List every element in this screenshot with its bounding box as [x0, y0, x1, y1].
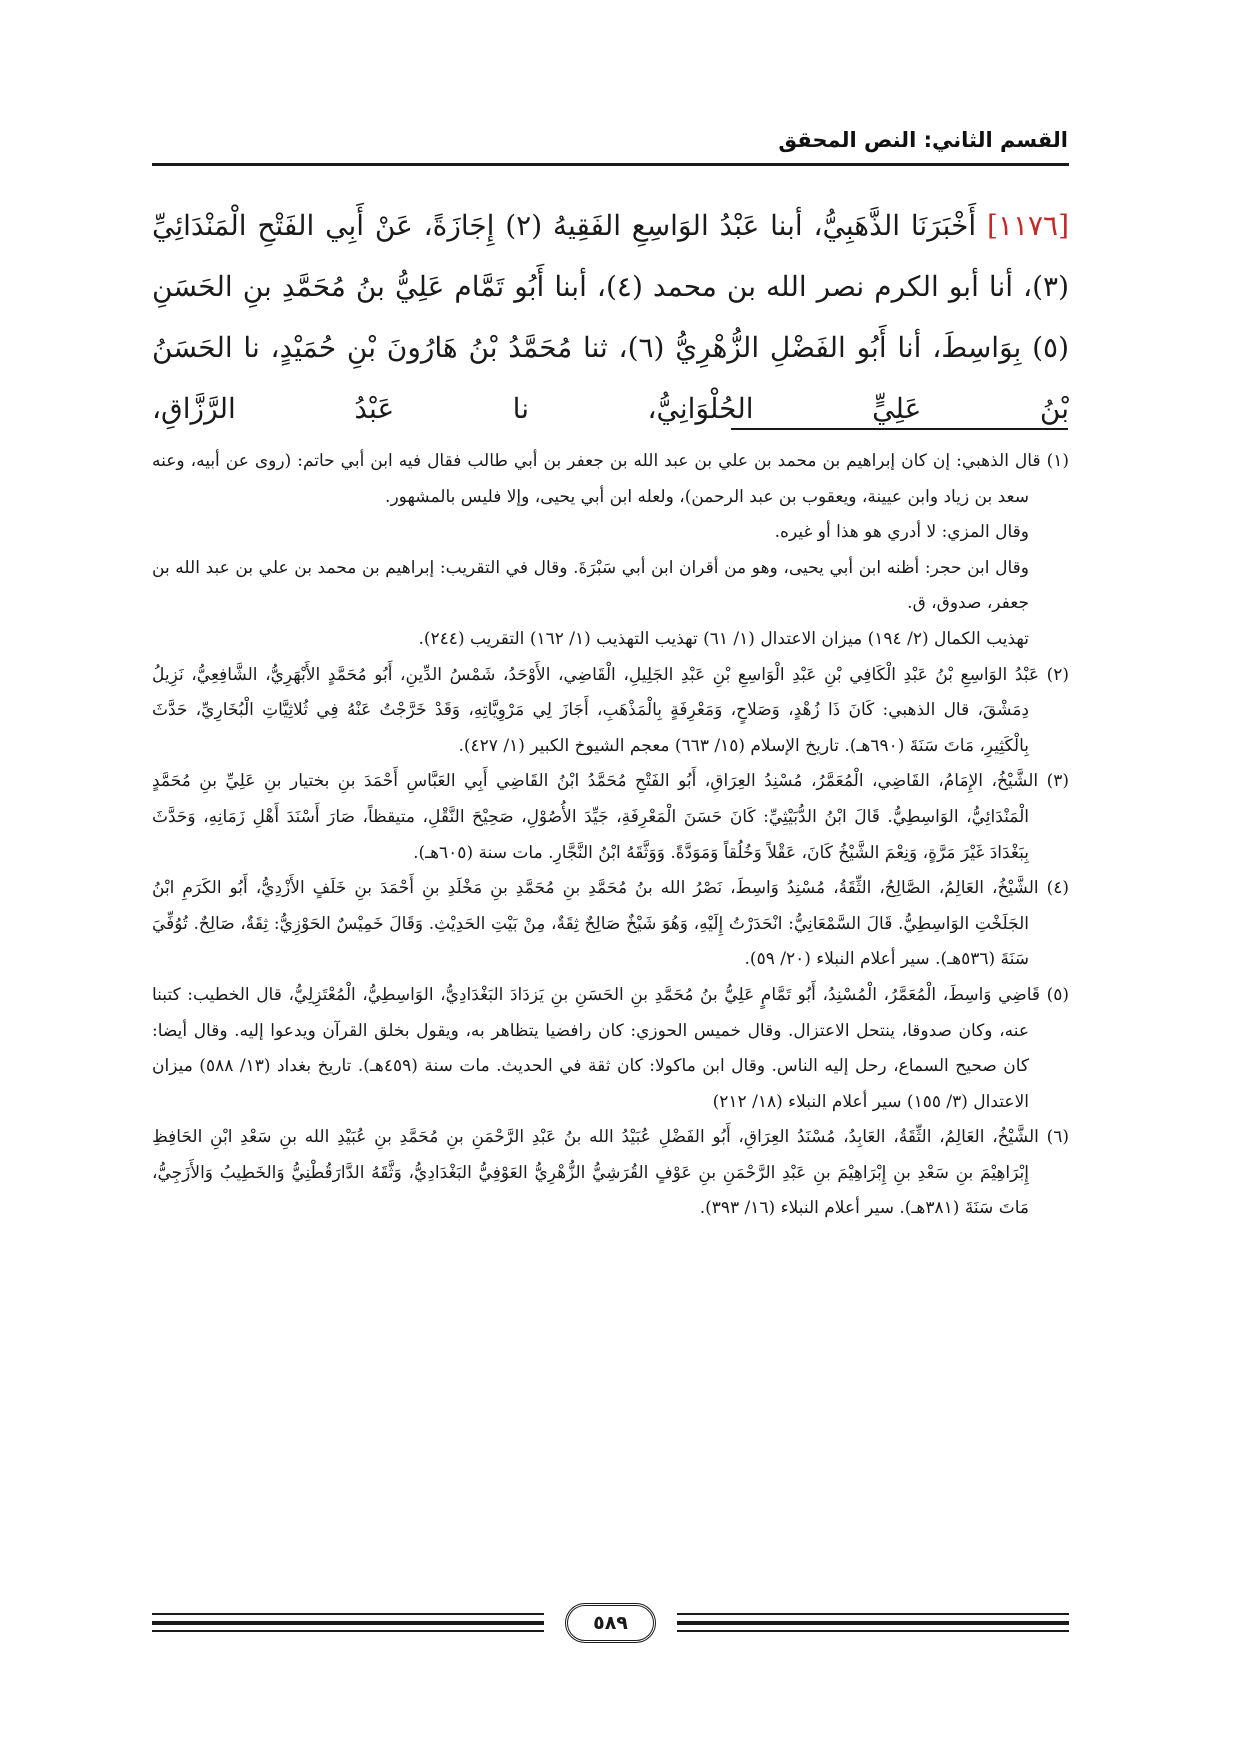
- footnote-6: (٦) الشَّيْخُ، العَالِمُ، الثِّقَةُ، العَابِدُ، مُسْنَدُ العِرَاقِ، أَبُو الفَضْلِ عُبَيْدُ الله بنُ عَبْدِ الرَّحْمَنِ بنِ مُحَمَّدِ بنِ عُبَيْدِ الله بنِ سَعْدِ ابْنِ الحَافِظِ إِبْرَاهِيْمَ بنِ سَعْدِ بنِ إِبْرَاهِيْمَ بنِ عَبْدِ الرَّحْمَنِ بنِ عَوْفٍ القُرَشِيُّ الزُّهْرِيُّ العَوْفِيُّ البَغْدَادِيُّ، وَثَّقَهُ الدَّارَقُطْنِيُّ وَالخَطِيبُ وَالأَزَجِيُّ، مَاتَ سَنَةَ (٣٨١هـ). سير أعلام النبلاء (١٦/ ٣٩٣).: [152, 1127, 1069, 1219]
- footer-rule-right-mid: [677, 1621, 1069, 1625]
- footnote-3: (٣) الشَّيْخُ، الإِمَامُ، القَاضِي، الْمُعَمَّرُ، مُسْنِدُ العِرَاقِ، أَبُو الفَتْحِ مُحَمَّدُ ابْنُ القَاضِي أَبِي العَبَّاسِ أَحْمَدَ بنِ بختيار بنِ عَلِيِّ بنِ مُحَمَّدٍ الْمَنْدَائِيُّ، الوَاسِطِيُّ. قَالَ ابْنُ الدُّبَيْثِيِّ: كَانَ حَسَنَ الْمَعْرِفَةِ، جَيِّدَ الأُصُوْلِ، صَحِيْحَ النَّقْلِ، متيقظاً، صَارَ أَسْنَدَ أَهْلِ زَمَانِهِ، وَحَدَّثَ بِبَغْدَادَ غَيْرَ مَرَّةٍ، وَنِعْمَ الشَّيْخُ كَانَ، عَقْلاً وَخُلُقاً وَمَوَدَّةً. وَوَثَّقَهُ ابْنُ النَّجَّارِ. مات سنة (٦٠٥هـ).: [152, 771, 1069, 863]
- running-header: القسم الثاني: النص المحقق: [778, 128, 1068, 152]
- footnote-separator: [731, 428, 1068, 430]
- footnote-1-line-3: وقال ابن حجر: أظنه ابن أبي يحيى، وهو من أقران ابن أبي سَبْرَةَ. وقال في التقريب: إبراهيم بن محمد بن علي بن عبد الله بن جعفر، صدوق، ق.: [152, 557, 1029, 614]
- footnotes: [152, 444, 1069, 1227]
- footer-rule-left-bottom: [152, 1630, 544, 1632]
- footer-rule-right-bottom: [677, 1630, 1069, 1632]
- main-text: [152, 195, 1069, 439]
- main-text-body: أَخْبَرَنَا الذَّهَبِيُّ، أبنا عَبْدُ الوَاسِعِ الفَقِيهُ (٢) إِجَازَةً، عَنْ أَبِي الفَتْحِ الْمَنْدَائِيِّ (٣)، أنا أبو الكرم نصر الله بن محمد (٤)، أبنا أَبُو تَمَّام عَلِيُّ بنُ مُحَمَّدِ بنِ الحَسَنِ (٥) بِوَاسِطَ، أنا أَبُو الفَضْلِ الزُّهْرِيُّ (٦)، ثنا مُحَمَّدُ بْنُ هَارُونَ بْنِ حُمَيْدٍ، نا الحَسَنُ بْنُ عَلِيٍّ الحُلْوَانِيُّ، نا عَبْدُ الرَّزَّاقِ،: [152, 209, 1070, 425]
- footer-ornament: [152, 1595, 1069, 1655]
- entry-number: [١١٧٦]: [986, 209, 1069, 242]
- header-rule: [152, 163, 1069, 166]
- footnote-2: (٢) عَبْدُ الوَاسِعِ بْنُ عَبْدِ الْكَافِي بْنِ عَبْدِ الْوَاسِعِ بْنِ عَبْدِ الجَلِيلِ، الْقَاضِي، الأَوْحَدُ، شَمْسُ الدِّينِ، أَبُو مُحَمَّدٍ الأَبْهَرِيُّ، الشَّافِعِيُّ، نَزِيلُ دِمَشْقَ، قال الذهبي: كَانَ ذَا زُهْدٍ، وَصَلاحٍ، وَمَعْرِفَةٍ بِالْمَذْهَبِ، أَجَازَ لِي مَرْوِيَّاتِهِ، وَقَدْ خَرَّجْتُ عَنْهُ فِي ثُلاثِيَّاتِ الْبُخَارِيِّ، حَدَّثَ بِالْكَثِيرِ، مَاتَ سَنَةَ (٦٩٠هـ). تاريخ الإسلام (١٥/ ٦٦٣) معجم الشيوخ الكبير (١/ ٤٢٧).: [152, 664, 1069, 756]
- footnote-1: (١) قال الذهبي: إن كان إبراهيم بن محمد بن علي بن عبد الله بن جعفر بن أبي طالب فقال فيه ابن أبي حاتم: (روى عن أبيه، وعنه سعد بن زياد وابن عيينة، ويعقوب بن عبد الرحمن)، ولعله ابن أبي يحيى، وإلا فليس بالمشهور.: [152, 451, 1069, 507]
- footnote-1-references: تهذيب الكمال (٢/ ١٩٤) ميزان الاعتدال (١/ ٦١) تهذيب التهذيب (١/ ١٦٢) التقريب (٢٤٤).: [418, 628, 1029, 649]
- footer-rule-left-top: [152, 1613, 544, 1615]
- page-number: ٥٨٩: [565, 1603, 656, 1643]
- footer-rule-left-mid: [152, 1621, 544, 1625]
- footnote-5: (٥) قَاضِي وَاسِطَ، الْمُعَمَّرُ، الْمُسْنِدُ، أَبُو تَمَّامٍ عَلِيُّ بنُ مُحَمَّدِ بنِ الحَسَنِ بنِ يَزدَادَ البَغْدَادِيُّ، الوَاسِطِيُّ، الْمُعْتَزِلِيُّ، قال الخطيب: كتبنا عنه، وكان صدوقا، ينتحل الاعتزال. وقال خميس الحوزي: كان رافضيا يتظاهر به، ويقول بخلق القرآن ويدعوا إليه. وقال أيضا: كان صحيح السماع، رحل إليه الناس. وقال ابن ماكولا: كان ثقة في الحديث. مات سنة (٤٥٩هـ). تاريخ بغداد (١٣/ ٥٨٨) ميزان الاعتدال (٣/ ١٥٥) سير أعلام النبلاء (١٨/ ٢١٢): [152, 984, 1069, 1112]
- footnote-1-line-2: وقال المزي: لا أدري هو هذا أو غيره.: [774, 522, 1029, 543]
- footer-rule-right-top: [677, 1613, 1069, 1615]
- footnote-4: (٤) الشَّيْخُ، العَالِمُ، الصَّالِحُ، الثِّقَةُ، مُسْنِدُ وَاسِطَ، نَصْرُ الله بنُ مُحَمَّدِ بنِ مُحَمَّدِ بنِ مَخْلَدِ بنِ أَحْمَدَ بنِ خَلَفٍ الأَزْدِيُّ، أَبُو الكَرَمِ ابْنُ الجَلَخْتِ الوَاسِطِيُّ. قَالَ السَّمْعَانِيُّ: انْحَدَرْتُ إِلَيْهِ، وَهُوَ شَيْخٌ صَالِحٌ ثِقَةٌ، مِنْ بَيْتِ الحَدِيْثِ. وَقَالَ خَمِيْسٌ الحَوْزِيُّ: ثِقَةٌ، صَالِحٌ. تُوُفِّيَ سَنَةَ (٥٣٦هـ). سير أعلام النبلاء (٢٠/ ٥٩).: [152, 878, 1069, 970]
